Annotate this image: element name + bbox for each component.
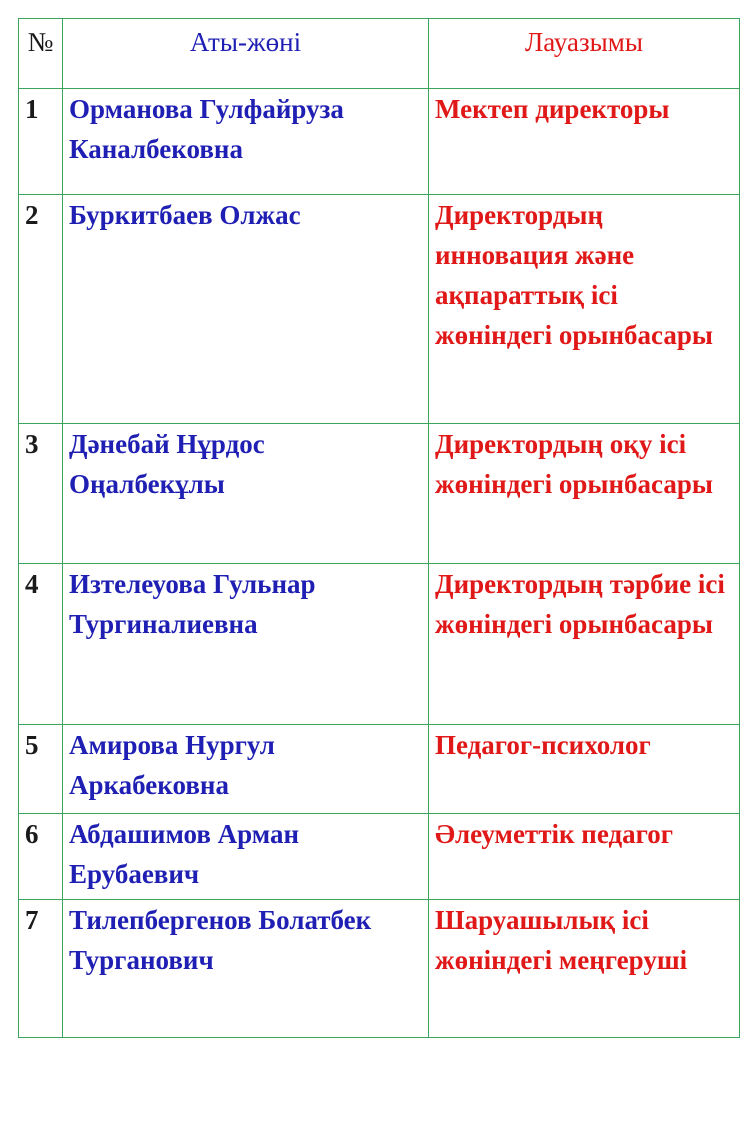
row-full-name: Орманова Гулфайруза Каналбековна [63, 89, 429, 195]
row-position: Мектеп директоры [429, 89, 740, 195]
row-position: Директордың инновация және ақпараттық ісі жөніндегі орынбасары [429, 195, 740, 424]
row-full-name: Амирова Нургул Аркабековна [63, 725, 429, 814]
header-number: № [19, 19, 63, 89]
row-number: 3 [19, 424, 63, 564]
row-number: 7 [19, 900, 63, 1038]
table-row [19, 424, 740, 564]
row-position: Әлеуметтік педагог [429, 814, 740, 900]
header-position: Лауазымы [429, 19, 740, 89]
row-full-name: Буркитбаев Олжас [63, 195, 429, 424]
row-number: 4 [19, 564, 63, 725]
row-full-name: Дәнебай Нұрдос Оңалбекұлы [63, 424, 429, 564]
table-row [19, 814, 740, 900]
row-number: 2 [19, 195, 63, 424]
staff-table [18, 18, 740, 1038]
table-row [19, 900, 740, 1038]
row-number: 6 [19, 814, 63, 900]
table-row [19, 195, 740, 424]
table-row [19, 89, 740, 195]
row-full-name: Тилепбергенов Болатбек Турганович [63, 900, 429, 1038]
row-full-name: Абдашимов Арман Ерубаевич [63, 814, 429, 900]
table-row [19, 564, 740, 725]
row-number: 5 [19, 725, 63, 814]
row-number: 1 [19, 89, 63, 195]
row-position: Шаруашылық ісі жөніндегі меңгеруші [429, 900, 740, 1038]
row-position: Директордың оқу ісі жөніндегі орынбасары [429, 424, 740, 564]
header-full-name: Аты-жөні [63, 19, 429, 89]
table-row [19, 725, 740, 814]
row-full-name: Изтелеуова Гульнар Тургиналиевна [63, 564, 429, 725]
row-position: Директордың тәрбие ісі жөніндегі орынбасары [429, 564, 740, 725]
header-row [19, 19, 740, 89]
row-position: Педагог-психолог [429, 725, 740, 814]
